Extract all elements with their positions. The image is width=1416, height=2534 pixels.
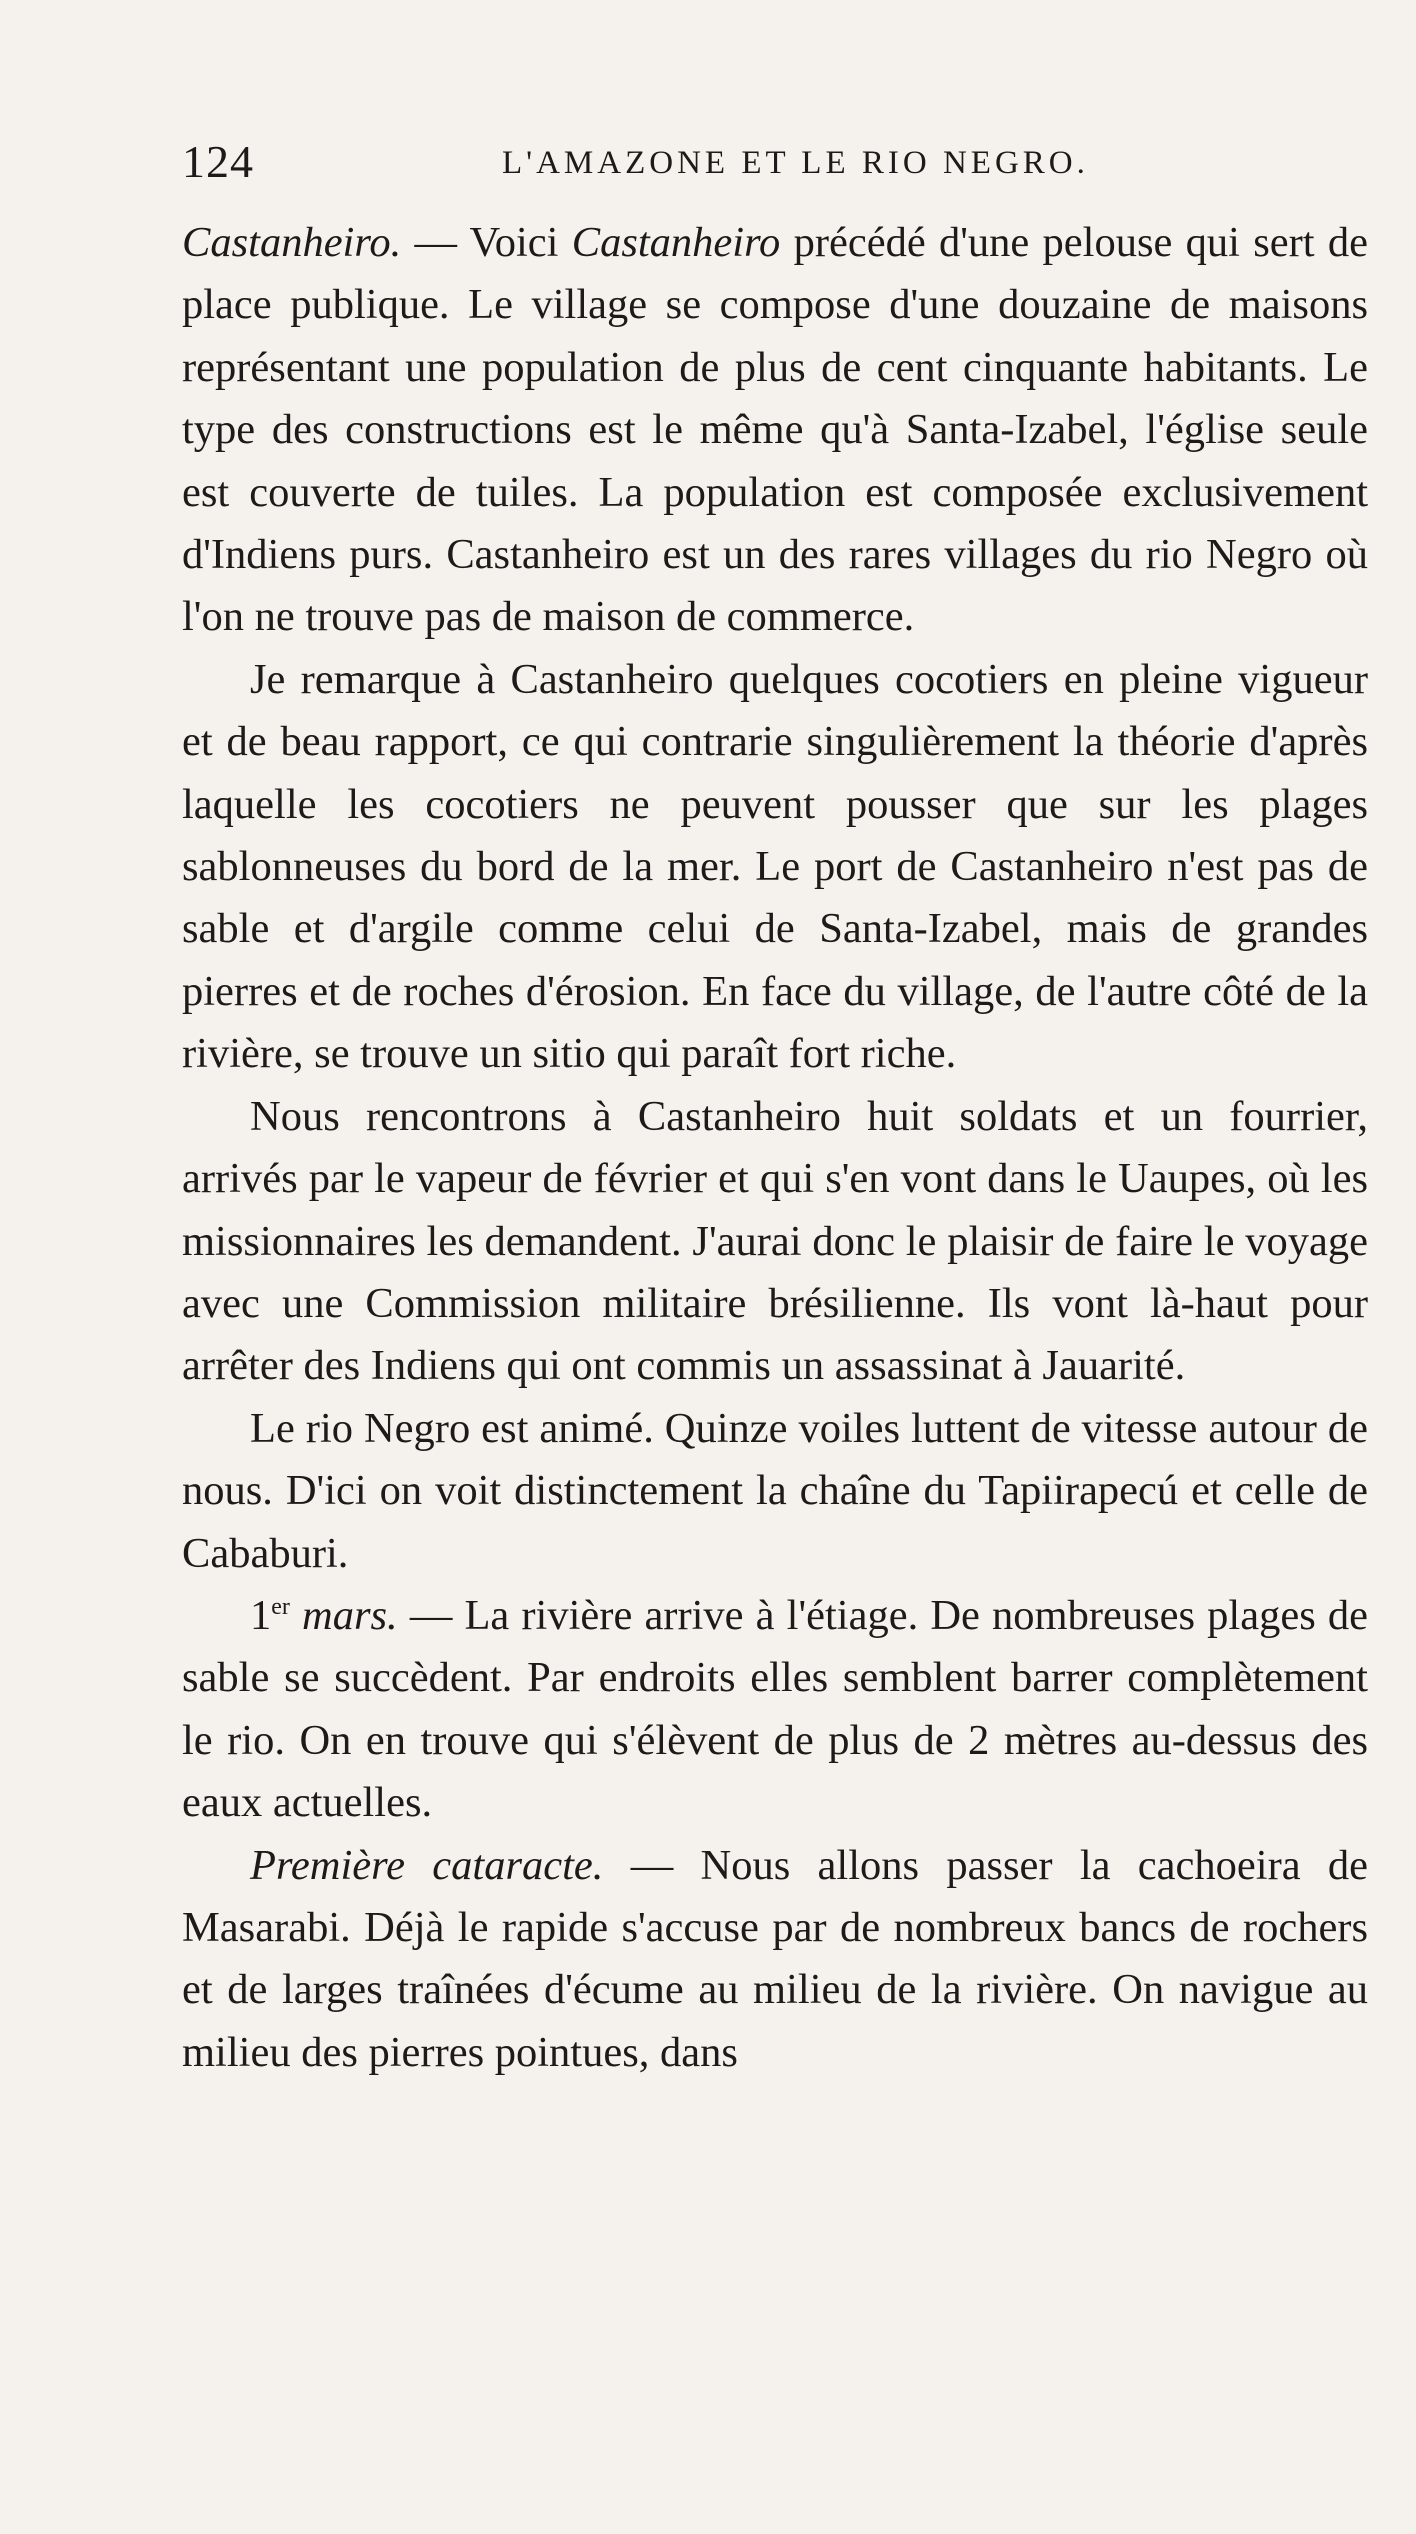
paragraph-premiere-cataracte <box>182 1835 1368 2085</box>
paragraph-text: — Nous allons passer la cachoeira de Masarabi. Déjà le rapide s'accuse par de nombreux bancs de rochers et de larges traînées d'écume au milieu de la rivière. On navigue au milieu des pierres pointues, dans <box>182 1841 1368 2076</box>
date-superscript: er <box>271 1593 290 1620</box>
paragraph-text: Nous rencontrons à Castanheiro huit soldats et un fourrier, arrivés par le vapeur de février et qui s'en vont dans le Uaupes, où les missionnaires les demandent. J'aurai donc le plaisir de faire le voyage avec une Commission militaire brésilienne. Ils vont là-haut pour arrêter des Indiens qui ont commis un assassinat à Jauarité. <box>182 1092 1368 1390</box>
paragraph-soldats <box>182 1086 1368 1398</box>
place-name-castanheiro: Castanheiro <box>571 219 781 266</box>
paragraph-text: — La rivière arrive à l'étiage. De nombreuses plages de sable se succèdent. Par endroits elles semblent barrer complètement le rio. On en trouve qui s'élèvent de plus de 2 mètres au-dessus des eaux actuelles. <box>182 1591 1368 1827</box>
section-lead-cataracte: Première cataracte. <box>250 1841 604 1889</box>
paragraph-castanheiro <box>182 212 1368 649</box>
paragraph-text: Je remarque à Castanheiro quelques cocotiers en pleine vigueur et de beau rapport, ce qui contrarie singulièrement la théorie d'après laquelle les cocotiers ne peuvent pousser que sur les plages sablonneuses du bord de la mer. Le port de Castanheiro n'est pas de sable et d'argile comme celui de Santa-Izabel, mais de grandes pierres et de roches d'érosion. En face du village, de l'autre côté de la rivière, se trouve un sitio qui paraît fort riche. <box>182 655 1368 1078</box>
page-number: 124 <box>182 136 254 187</box>
paragraph-text: Le rio Negro est animé. Quinze voiles luttent de vitesse autour de nous. D'ici on voit distinctement la chaîne du Tapiirapecú et celle de Cababuri. <box>182 1404 1368 1577</box>
paragraph-text: précédé d'une pelouse qui sert de place publique. Le village se compose d'une douzaine de maisons représentant une population de plus de cent cinquante habitants. Le type des constructions est le même qu'à Santa-Izabel, l'église seule est couverte de tuiles. La population est composée exclusivement d'Indiens purs. Castanheiro est un des rares villages du rio Negro où l'on ne trouve pas de maison de commerce. <box>182 219 1368 641</box>
paragraph-1er-mars <box>182 1585 1368 1835</box>
lead-separator: — Voici <box>401 219 572 266</box>
section-lead-castanheiro: Castanheiro. <box>182 219 402 266</box>
body-text <box>182 212 1368 2084</box>
running-title: L'AMAZONE ET LE RIO NEGRO. <box>502 145 1089 181</box>
date-month: mars. <box>289 1591 398 1639</box>
paragraph-cocotiers <box>182 649 1368 1086</box>
date-number: 1 <box>250 1591 272 1639</box>
paragraph-rio-negro <box>182 1398 1368 1585</box>
running-head <box>182 132 1368 192</box>
